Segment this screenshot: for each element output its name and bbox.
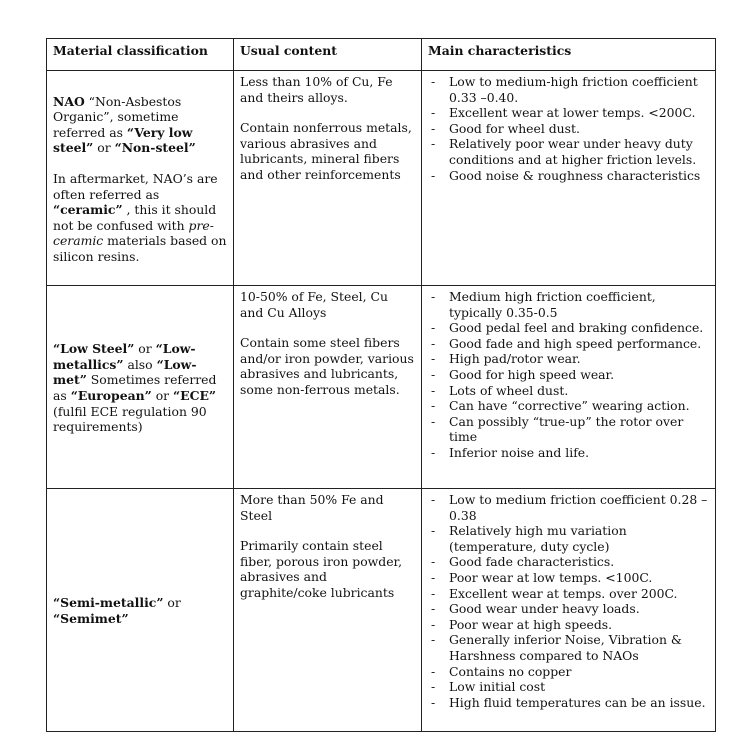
text-run: or bbox=[134, 341, 156, 357]
content-cell bbox=[234, 286, 422, 489]
text-run: “Semi-metallic” bbox=[53, 595, 164, 611]
paragraph-gap bbox=[240, 523, 415, 538]
classification-paragraph bbox=[53, 171, 227, 265]
content-paragraph: More than 50% Fe and Steel bbox=[240, 492, 384, 523]
text-run: “Low-met” bbox=[53, 356, 197, 388]
characteristic-item: - Contains no copper bbox=[428, 664, 709, 680]
characteristic-item: - Good for high speed wear. bbox=[428, 367, 709, 383]
text-run: In aftermarket, NAO’s are often referred as bbox=[53, 170, 218, 202]
text-run: (fulfil ECE regulation 90 requirements) bbox=[53, 403, 207, 435]
text-run: materials based on silicon resins. bbox=[53, 233, 227, 264]
content-paragraph: Less than 10% of Cu, Fe and theirs alloys. bbox=[240, 74, 393, 105]
classification-paragraph bbox=[53, 595, 227, 626]
text-run: “Non-steel” bbox=[114, 140, 196, 156]
header-main-characteristics: Main characteristics bbox=[422, 39, 716, 71]
classification-cell bbox=[47, 71, 234, 286]
characteristic-item: - Low to medium-high friction coefficient 0.33 –0.40. bbox=[428, 74, 709, 105]
characteristic-item: - Relatively high mu variation (temperature, duty cycle) bbox=[428, 523, 709, 554]
classification-cell bbox=[47, 286, 234, 489]
characteristic-item: - Good wear under heavy loads. bbox=[428, 601, 709, 617]
text-run: “ceramic” bbox=[53, 202, 123, 218]
characteristic-item: - Good pedal feel and braking confidence. bbox=[428, 320, 709, 336]
text-run: “Low Steel” bbox=[53, 341, 135, 357]
characteristic-item: - Excellent wear at temps. over 200C. bbox=[428, 586, 709, 602]
characteristic-item: - Medium high friction coefficient, typically 0.35-0.5 bbox=[428, 289, 709, 320]
text-run: “European” bbox=[70, 388, 152, 403]
classification-paragraph bbox=[53, 94, 227, 156]
characteristic-item: - Good for wheel dust. bbox=[428, 121, 709, 137]
characteristic-item: - Good fade characteristics. bbox=[428, 554, 709, 570]
content-paragraph: 10-50% of Fe, Steel, Cu and Cu Alloys bbox=[240, 289, 388, 320]
brake-pad-materials-table bbox=[46, 38, 716, 732]
text-run: “Semimet” bbox=[53, 611, 129, 626]
text-run: “ECE” bbox=[173, 388, 217, 403]
paragraph-gap bbox=[240, 320, 415, 335]
content-paragraph: Contain some steel fibers and/or iron powder, various abrasives and lubricants, some non-ferrous metals. bbox=[240, 335, 414, 397]
characteristic-item: - Lots of wheel dust. bbox=[428, 383, 709, 399]
characteristic-item: - High fluid temperatures can be an issue. bbox=[428, 695, 709, 711]
row-nao bbox=[47, 71, 716, 286]
content-paragraph: Contain nonferrous metals, various abrasives and lubricants, mineral fibers and other reinforcements bbox=[240, 120, 412, 182]
text-run: “Very low steel” bbox=[53, 124, 193, 156]
row-semi-metallic bbox=[47, 489, 716, 732]
text-run: NAO bbox=[53, 93, 85, 109]
characteristic-item: - Good noise & roughness characteristics bbox=[428, 168, 709, 184]
characteristic-item: - Generally inferior Noise, Vibration & Harshness compared to NAOs bbox=[428, 632, 709, 663]
characteristics-cell bbox=[422, 71, 716, 286]
characteristics-cell bbox=[422, 286, 716, 489]
text-run: Sometimes referred as bbox=[53, 372, 217, 403]
content-cell bbox=[234, 71, 422, 286]
classification-cell bbox=[47, 489, 234, 732]
characteristic-item: - Excellent wear at lower temps. <200C. bbox=[428, 105, 709, 121]
paragraph-gap bbox=[240, 105, 415, 120]
characteristic-item: - Low to medium friction coefficient 0.28 –0.38 bbox=[428, 492, 709, 523]
text-run: “Low-metallics” bbox=[53, 341, 196, 372]
text-run: “Non-Asbestos Organic”, sometime referred as bbox=[53, 93, 182, 140]
text-run: also bbox=[123, 356, 157, 372]
text-run: or bbox=[163, 595, 181, 611]
characteristic-item: - Relatively poor wear under heavy duty conditions and at higher friction levels. bbox=[428, 136, 709, 167]
characteristic-item: - Poor wear at high speeds. bbox=[428, 617, 709, 633]
content-cell bbox=[234, 489, 422, 732]
characteristic-item: - Low initial cost bbox=[428, 679, 709, 695]
characteristic-item: - Good fade and high speed performance. bbox=[428, 336, 709, 352]
classification-paragraph bbox=[53, 341, 227, 435]
header-usual-content: Usual content bbox=[234, 39, 422, 71]
text-run: or bbox=[93, 140, 115, 156]
header-row bbox=[47, 39, 716, 71]
characteristic-item: - Can have “corrective” wearing action. bbox=[428, 398, 709, 414]
paragraph-gap bbox=[53, 156, 227, 171]
text-run: , this it should not be confused with bbox=[53, 202, 217, 233]
characteristic-item: - Inferior noise and life. bbox=[428, 445, 709, 461]
characteristic-item: - Poor wear at low temps. <100C. bbox=[428, 570, 709, 586]
text-run: or bbox=[151, 388, 174, 403]
characteristics-list bbox=[428, 289, 709, 461]
content-paragraph: Primarily contain steel fiber, porous iron powder, abrasives and graphite/coke lubricants bbox=[240, 538, 403, 600]
characteristic-item: - Can possibly “true-up” the rotor over time bbox=[428, 414, 709, 445]
text-run: pre-ceramic bbox=[53, 217, 214, 249]
header-material-classification: Material classification bbox=[47, 39, 234, 71]
characteristics-cell bbox=[422, 489, 716, 732]
characteristic-item: - High pad/rotor wear. bbox=[428, 351, 709, 367]
characteristics-list bbox=[428, 74, 709, 183]
row-low-steel bbox=[47, 286, 716, 489]
characteristics-list bbox=[428, 492, 709, 710]
